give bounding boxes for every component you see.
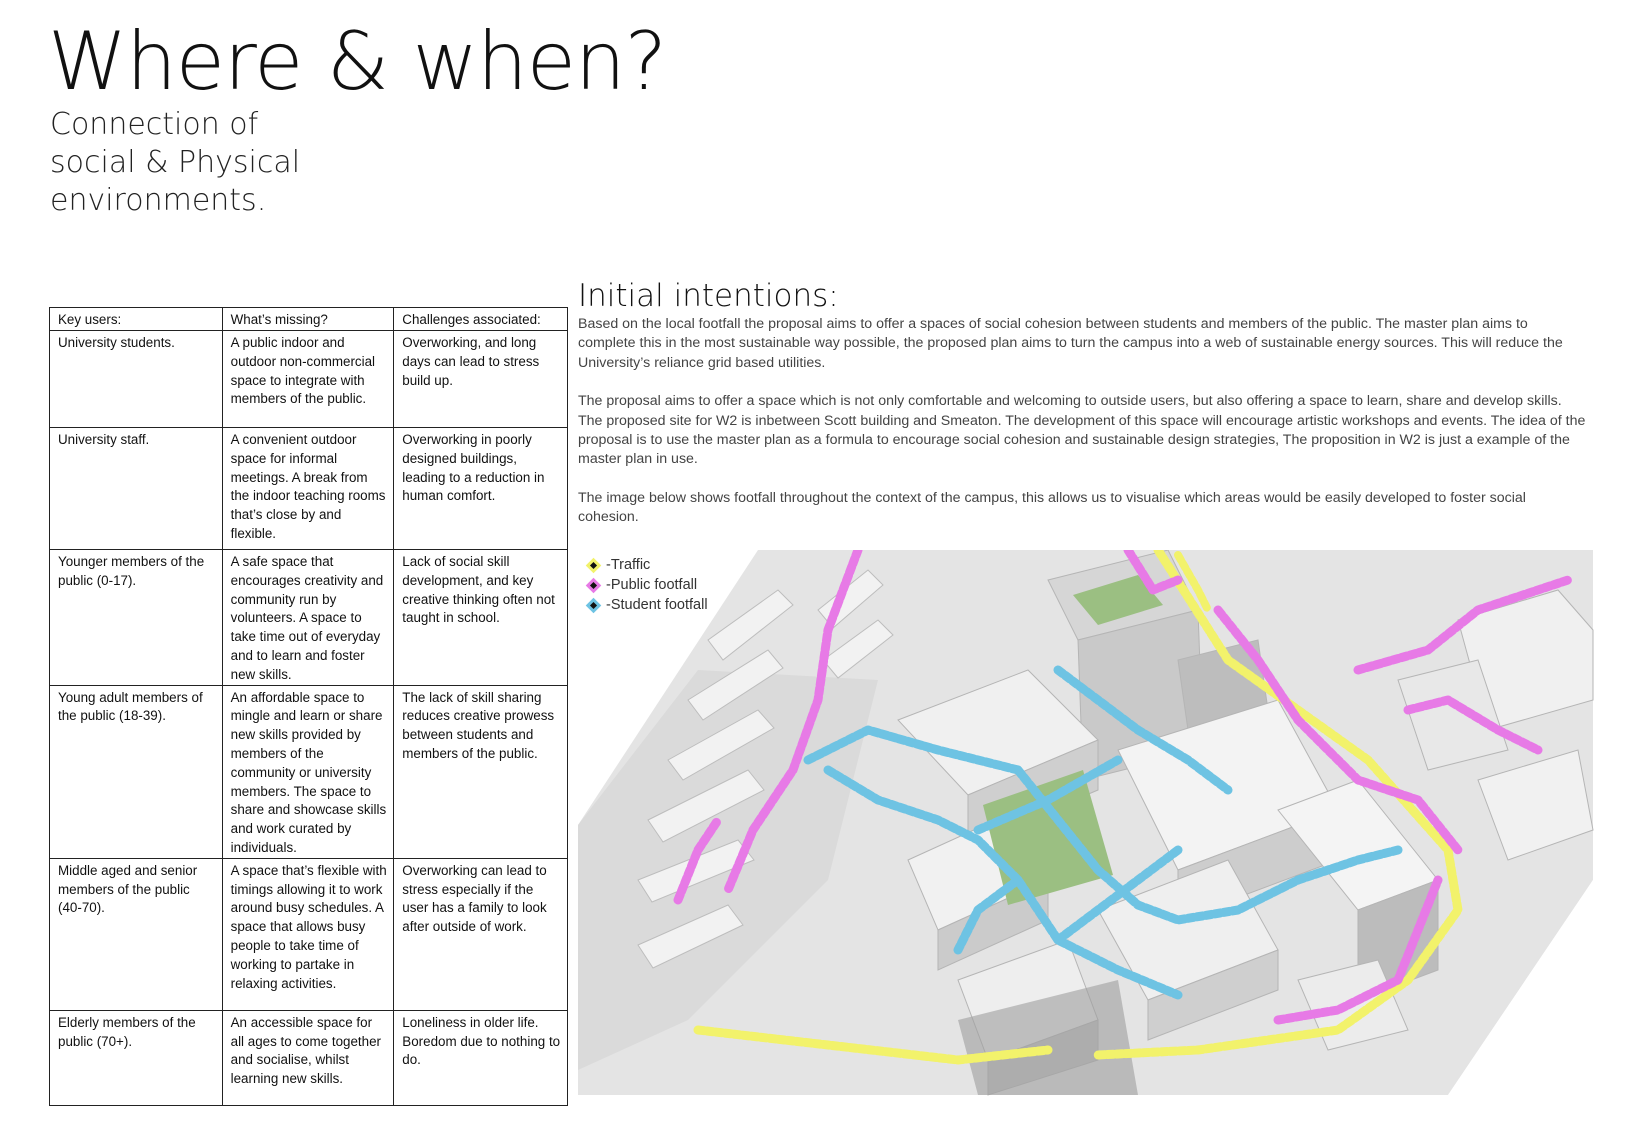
diamond-icon: [586, 557, 602, 573]
diamond-icon: [586, 597, 602, 613]
user-cell: Younger members of the public (0-17).: [50, 550, 223, 686]
subtitle-line: Connection of: [50, 107, 259, 142]
user-cell: Young adult members of the public (18-39).: [50, 685, 223, 858]
intentions-paragraph: Based on the local footfall the proposal aims to offer a spaces of social cohesion between students and members of the public. The master plan aims to complete this in the most sustainable way possible, the proposed plan aims to turn the campus into a web of sustainable energy sources. This will reduce the University’s reliance grid based utilities.: [578, 316, 1563, 371]
user-cell: University staff.: [50, 428, 223, 550]
legend-label: -Public footfall: [606, 577, 698, 593]
missing-cell: A convenient outdoor space for informal meetings. A break from the indoor teaching rooms that’s close by and flexible.: [222, 428, 394, 550]
diamond-icon: [586, 577, 602, 593]
table-row: [50, 685, 568, 858]
map-legend: [584, 555, 708, 615]
page-subtitle: [50, 106, 310, 220]
user-cell: Middle aged and senior members of the public (40-70).: [50, 858, 223, 1010]
legend-label: -Traffic: [606, 557, 651, 573]
missing-cell: A public indoor and outdoor non-commercial space to integrate with members of the public.: [222, 331, 394, 428]
intentions-paragraph: The image below shows footfall throughout the context of the campus, this allows us to visualise which areas would be easily developed to foster social cohesion.: [578, 489, 1526, 526]
table-row: [50, 331, 568, 428]
legend-label: -Student footfall: [606, 597, 708, 613]
missing-cell: An accessible space for all ages to come together and socialise, whilst learning new skills.: [222, 1010, 394, 1105]
table-row: [50, 1010, 568, 1105]
missing-cell: A space that’s flexible with timings allowing it to work around busy schedules. A space that allows busy people to take time of working to partake in relaxing activities.: [222, 858, 394, 1010]
table-row: [50, 428, 568, 550]
column-header: Key users:: [50, 308, 223, 331]
table-header-row: [50, 308, 568, 331]
challenges-cell: Loneliness in older life. Boredom due to nothing to do.: [394, 1010, 568, 1105]
subtitle-line: social & Physical: [50, 145, 301, 180]
column-header: What’s missing?: [222, 308, 394, 331]
column-header: Challenges associated:: [394, 308, 568, 331]
challenges-cell: Overworking can lead to stress especially if the user has a family to look after outside of work.: [394, 858, 568, 1010]
legend-item-student-footfall: [584, 595, 708, 615]
user-cell: Elderly members of the public (70+).: [50, 1010, 223, 1105]
intentions-paragraph: The proposal aims to offer a space which is not only comfortable and welcoming to outside users, but also offering a space to learn, share and develop skills. The proposed site for W2 is inbetween Scott building and Smeaton. The development of this space will encourage artistic workshops and events. The idea of the proposal is to use the master plan as a formula to encourage social cohesion and sustainable design strategies, The proposition in W2 is just a example of the master plan in use.: [578, 393, 1586, 468]
legend-item-traffic: [584, 555, 708, 575]
missing-cell: An affordable space to mingle and learn or share new skills provided by members of the community or university members. The space to share and showcase skills and work curated by individuals.: [222, 685, 394, 858]
intentions-heading: Initial intentions:: [578, 278, 839, 314]
page-title: Where & when?: [48, 15, 667, 108]
table-row: [50, 858, 568, 1010]
missing-cell: A safe space that encourages creativity and community run by volunteers. A space to take time out of everyday and to learn and foster new skills.: [222, 550, 394, 686]
challenges-cell: Overworking, and long days can lead to stress build up.: [394, 331, 568, 428]
table-row: [50, 550, 568, 686]
challenges-cell: The lack of skill sharing reduces creative prowess between students and members of the public.: [394, 685, 568, 858]
challenges-cell: Overworking in poorly designed buildings, leading to a reduction in human comfort.: [394, 428, 568, 550]
campus-footfall-map: [578, 550, 1598, 1108]
challenges-cell: Lack of social skill development, and key creative thinking often not taught in school.: [394, 550, 568, 686]
user-cell: University students.: [50, 331, 223, 428]
key-users-table: [49, 307, 568, 1106]
legend-item-public-footfall: [584, 575, 708, 595]
campus-3d-model: [578, 550, 1598, 1108]
intentions-text: [578, 315, 1588, 547]
subtitle-line: environments.: [50, 183, 267, 218]
